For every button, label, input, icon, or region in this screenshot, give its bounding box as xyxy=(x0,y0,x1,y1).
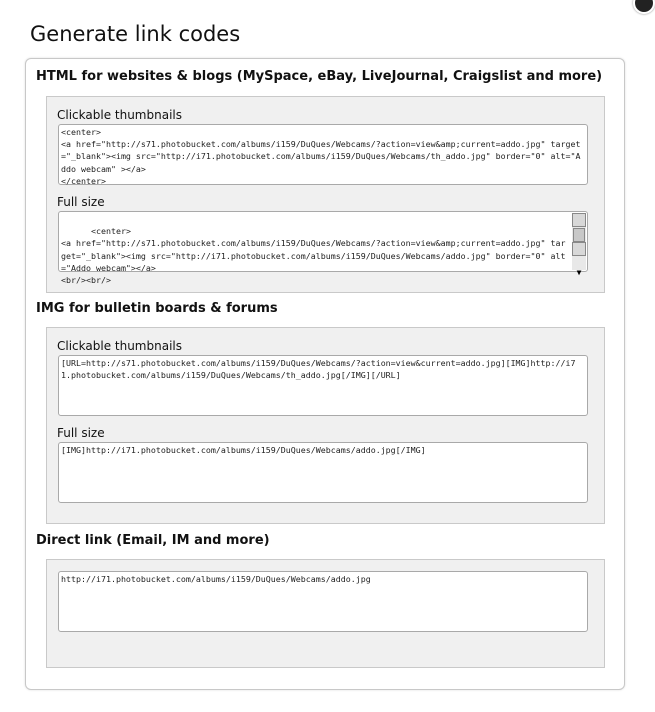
html-full-scrollbar[interactable] xyxy=(572,213,586,277)
html-full-code-field[interactable] xyxy=(58,211,588,286)
scroll-thumb[interactable] xyxy=(573,228,585,242)
html-thumb-code-field[interactable]: <center> <a href="http://s71.photobucket.com/albums/i159/DuQues/Webcams/?action=view&amp;current=addo.jpg" target="_blank"><img src="http://i71.photobucket.com/albums/i159/DuQues/Webcams/th_addo.jpg" border="0" alt="Addo webcam" ></a> </center> xyxy=(58,124,588,185)
direct-section-panel xyxy=(46,559,605,668)
img-thumb-code-field[interactable]: [URL=http://s71.photobucket.com/albums/i159/DuQues/Webcams/?action=view&current=addo.jpg][IMG]http://i71.photobucket.com/albums/i159/DuQues/Webcams/th_addo.jpg[/IMG][/URL] xyxy=(58,355,588,416)
html-section-panel xyxy=(46,96,605,293)
scroll-down-button[interactable] xyxy=(572,242,586,277)
scroll-up-button[interactable] xyxy=(572,213,586,227)
html-full-code-text: <center> <a href="http://s71.photobucket.com/albums/i159/DuQues/Webcams/?action=view&amp;current=addo.jpg" target="_blank"><img src="http://i71.photobucket.com/albums/i159/DuQues/Webcams/addo.jpg" border="0" alt="Addo webcam"></a> <br/><br/> xyxy=(61,226,566,286)
direct-link-code-field[interactable]: http://i71.photobucket.com/albums/i159/DuQues/Webcams/addo.jpg xyxy=(58,571,588,632)
arrow-down-icon: ▼ xyxy=(576,268,582,277)
direct-section-title: Direct link (Email, IM and more) xyxy=(36,533,270,548)
img-full-label: Full size xyxy=(57,426,105,440)
img-thumb-label: Clickable thumbnails xyxy=(57,339,182,353)
html-full-label: Full size xyxy=(57,195,105,209)
close-button[interactable] xyxy=(633,0,655,14)
html-thumb-label: Clickable thumbnails xyxy=(57,108,182,122)
img-section-title: IMG for bulletin boards & forums xyxy=(36,301,278,316)
dialog-title: Generate link codes xyxy=(30,22,241,46)
html-section-title: HTML for websites & blogs (MySpace, eBay, LiveJournal, Craigslist and more) xyxy=(36,69,603,84)
img-section-panel xyxy=(46,327,605,524)
img-full-code-field[interactable]: [IMG]http://i71.photobucket.com/albums/i159/DuQues/Webcams/addo.jpg[/IMG] xyxy=(58,442,588,503)
link-codes-container xyxy=(25,58,625,690)
